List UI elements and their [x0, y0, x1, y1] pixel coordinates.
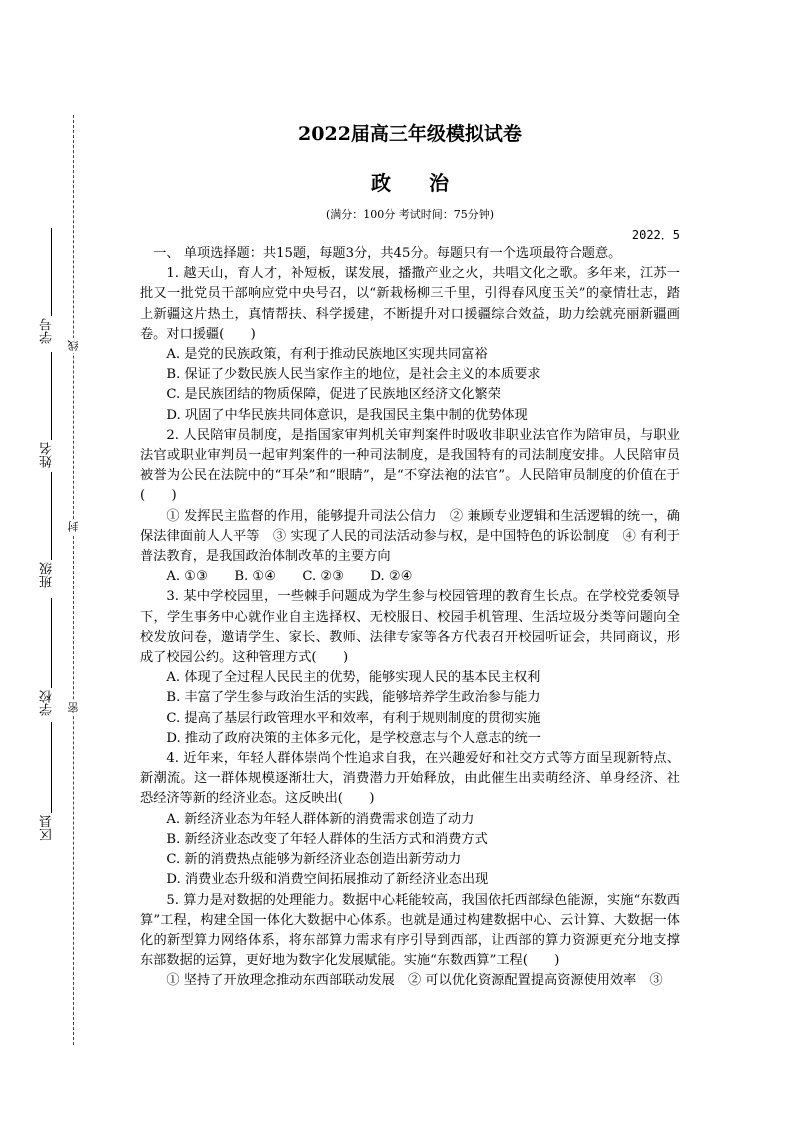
- exam-content: [140, 120, 680, 992]
- question-5-statements: ① 坚持了开放理念推动东西部联动发展 ② 可以优化资源配置提高资源使用效率 ③: [166, 973, 663, 989]
- class-blank: [51, 472, 52, 560]
- district-blank: [51, 722, 52, 813]
- question-4-option-b: B. 新经济业态改变了年轻人群体的生活方式和消费方式: [166, 831, 488, 847]
- question-3-option-b: B. 丰富了学生参与政治生活的实践，能够培养学生政治参与能力: [166, 690, 541, 706]
- question-1-option-b: B. 保证了少数民族人民当家作主的地位，是社会主义的本质要求: [166, 367, 541, 383]
- question-1-stem: 1. 越天山，育人才，补短板，谋发展，播撒产业之火，共唱文化之歌。多年来，江苏一批又一批党员干部响应党中央号召，以“新栽杨柳三千里，引得春风度玉关”的豪情壮志，踏上新疆这片热土，真情帮扶、科学援建，不断提升对口援疆综合效益，助力绘就亮丽新疆画卷。对口援疆( ): [140, 266, 680, 342]
- student-id-blank: [51, 228, 52, 316]
- school-blank: [51, 598, 52, 688]
- exam-date: 2022．5: [631, 228, 680, 242]
- school-label: 学校: [40, 690, 55, 716]
- question-2-statements: ① 发挥民主监督的作用，能够提升司法公信力 ② 兼顾专业逻辑和生活逻辑的统一，确保法律面前人人平等 ③ 实现了人民的司法活动参与权，是中国特色的诉讼制度 ④ 有利于普法教育，是我国政治体制改革的主要方向: [140, 508, 680, 565]
- question-4-option-a: A. 新经济业态为年轻人群体新的消费需求创造了动力: [166, 811, 475, 827]
- question-1-option-c: C. 是民族团结的物质保障，促进了民族地区经济文化繁荣: [166, 387, 501, 403]
- district-label: 区县: [40, 815, 55, 841]
- seal-char-seal: 封: [67, 521, 80, 532]
- exam-title: 2022届高三年级模拟试卷: [298, 123, 522, 145]
- seal-char-secret: 密: [67, 702, 80, 713]
- section-heading: 一、 单项选择题：共15题，每题3分，共45分。每题只有一个选项最符合题意。: [153, 246, 622, 261]
- question-2-choices: A. ①③ B. ①④ C. ②③ D. ②④: [166, 569, 413, 585]
- student-id-label: 学号: [40, 318, 55, 344]
- question-4-option-c: C. 新的消费热点能够为新经济业态创造出新劳动力: [166, 852, 462, 868]
- question-3-option-a: A. 体现了全过程人民民主的优势，能够实现人民的基本民主权利: [166, 670, 541, 686]
- question-2-stem: 2. 人民陪审员制度，是指国家审判机关审判案件时吸收非职业法官作为陪审员，与职业法官或职业审判员一起审判案件的一种司法制度，是我国特有的司法制度安排。人民陪审员被誉为公民在法院中的“耳朵”和“眼睛”，是“不穿法袍的法官”。人民陪审员制度的价值在于( ): [140, 427, 680, 504]
- exam-meta: (满分：100分 考试时间：75分钟): [325, 208, 495, 221]
- question-5-stem: 5. 算力是对数据的处理能力。数据中心耗能较高，我国依托西部绿色能源，实施“东数西算”工程，构建全国一体化大数据中心体系。也就是通过构建数据中心、云计算、大数据一体化的新型算力网络体系，将东部算力需求有序引导到西部，让西部的算力资源更充分地支撑东部数据的运算，更好地为数字化发展赋能。实施“东数西算”工程( ): [140, 892, 680, 969]
- question-3-stem: 3. 某中学校园里，一些棘手问题成为学生参与校园管理的教育生长点。在学校党委领导下，学生事务中心就作业自主选择权、无校服日、校园手机管理、生活垃圾分类等问题向全校发放问卷，邀请学生、家长、教师、法律专家等各方代表召开校园听证会，共同商议，形成了校园公约。这种管理方式( ): [140, 589, 680, 666]
- subject-title: 政治: [371, 171, 487, 195]
- binding-dashed-line: [73, 115, 74, 1045]
- question-4-stem: 4. 近年来，年轻人群体崇尚个性追求自我，在兴趣爱好和社交方式等方面呈现新特点、新潮流。这一群体规模逐渐壮大，消费潜力开始释放，由此催生出卖萌经济、单身经济、社恐经济等新的经济业态。这反映出( ): [140, 751, 680, 807]
- class-label: 班级: [40, 562, 55, 588]
- name-label: 姓名: [40, 442, 55, 468]
- question-1-option-d: D. 巩固了中华民族共同体意识，是我国民主集中制的优势体现: [166, 407, 528, 423]
- question-3-option-d: D. 推动了政府决策的主体多元化，是学校意志与个人意志的统一: [166, 730, 541, 746]
- binding-margin: [0, 0, 100, 1123]
- question-3-option-c: C. 提高了基层行政管理水平和效率，有利于规则制度的贯彻实施: [166, 710, 541, 726]
- question-4-option-d: D. 消费业态升级和消费空间拓展推动了新经济业态出现: [166, 872, 489, 888]
- name-blank: [51, 352, 52, 440]
- seal-char-line: 线: [67, 340, 80, 351]
- question-1-option-a: A. 是党的民族政策，有利于推动民族地区实现共同富裕: [166, 347, 488, 363]
